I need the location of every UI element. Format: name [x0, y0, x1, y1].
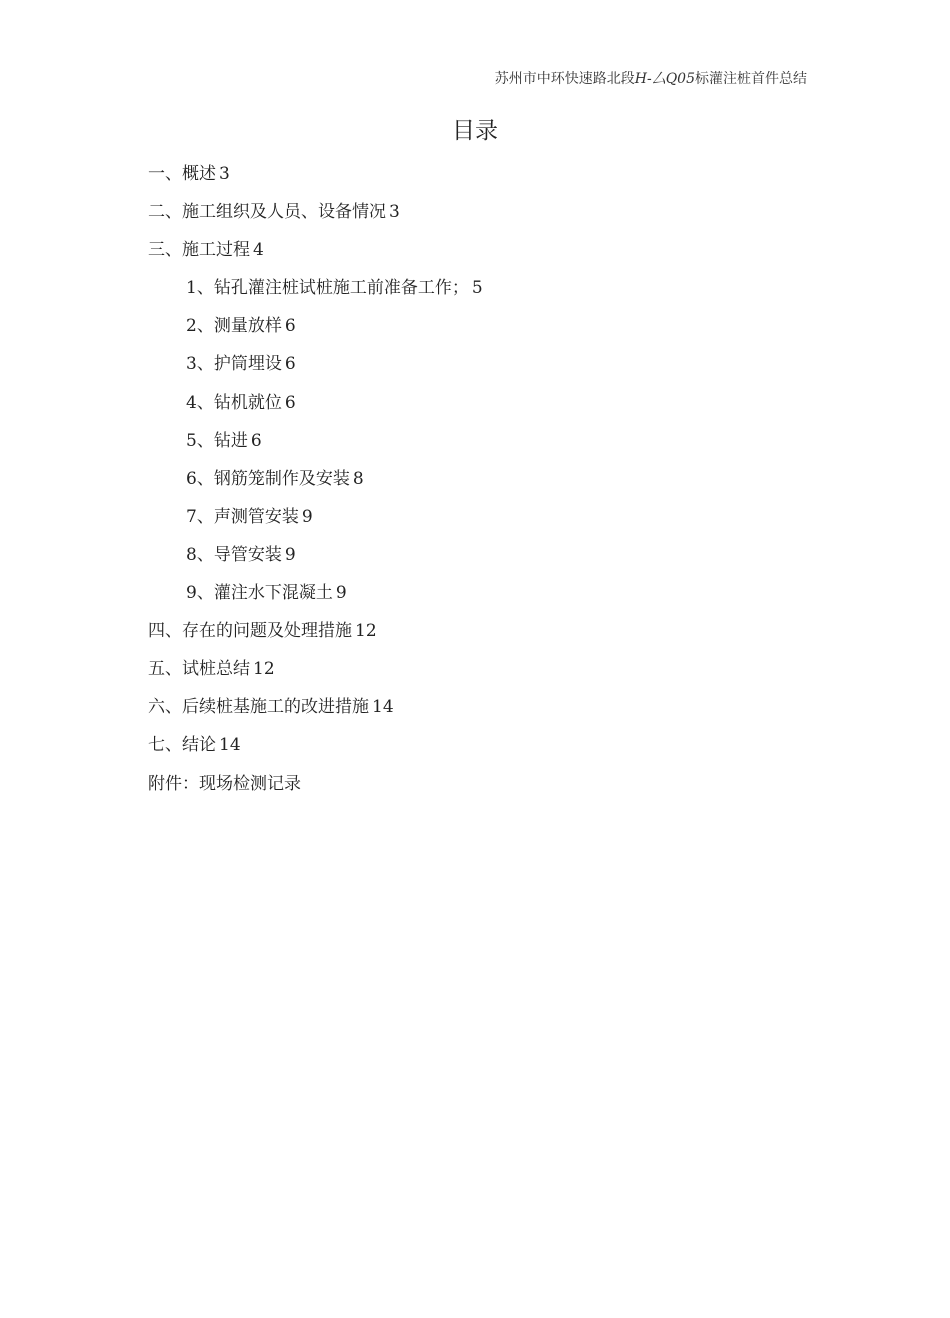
page-header: [495, 68, 807, 88]
toc-page-number: 6: [284, 392, 296, 413]
header-suffix: 标灌注桩首件总结: [695, 71, 807, 87]
toc-page-number: 3: [389, 202, 400, 223]
toc-entry-attachment[interactable]: [148, 771, 483, 809]
toc-subentry[interactable]: [148, 504, 483, 542]
toc-page-number: 6: [284, 354, 296, 375]
toc-page-number: 6: [250, 430, 262, 451]
toc-entry-text: 1、钻孔灌注桩试桩施工前准备工作；: [186, 278, 469, 299]
toc-entry-text: 9、灌注水下混凝土: [186, 583, 333, 604]
toc-entry-text: 2、测量放样: [186, 316, 282, 337]
toc-entry-text: 一、概述: [148, 164, 216, 184]
toc-subentry[interactable]: [148, 390, 483, 428]
toc-entry-text: 三、施工过程: [148, 240, 250, 261]
toc-entry[interactable]: [148, 732, 483, 770]
toc-entry-text: 4、钻机就位: [186, 392, 282, 413]
toc-entry[interactable]: [148, 694, 483, 732]
toc-subentry[interactable]: [148, 351, 483, 389]
toc-entry-text: 8、导管安装: [186, 544, 282, 565]
toc-page-number: 9: [335, 583, 347, 604]
toc-entry-text: 3、护筒埋设: [186, 354, 282, 375]
toc-entry-text: 二、施工组织及人员、设备情况: [148, 202, 386, 223]
toc-subentry[interactable]: [148, 580, 483, 618]
toc-entry-text: 七、结论: [148, 735, 216, 756]
toc-entry[interactable]: [148, 237, 483, 275]
toc-page-number: 5: [471, 278, 483, 299]
toc-entry-text: 附件：现场检测记录: [148, 773, 301, 794]
toc-subentry[interactable]: [148, 313, 483, 351]
header-prefix: 苏州市中环快速路北段: [494, 71, 635, 87]
toc-page-number: 8: [352, 468, 364, 489]
toc-subentry[interactable]: [148, 428, 483, 466]
toc-entry-text: 五、试桩总结: [148, 659, 250, 680]
toc-page-number: 14: [219, 735, 241, 756]
toc-page-number: 12: [355, 621, 377, 642]
toc-page-number: 4: [253, 240, 264, 261]
toc-entry-text: 6、钢筋笼制作及安装: [186, 468, 350, 489]
toc-subentry[interactable]: [148, 466, 483, 504]
toc-subentry[interactable]: [148, 275, 483, 313]
toc-entry[interactable]: [148, 618, 483, 656]
toc-title: 目录: [452, 118, 498, 144]
toc-page-number: 9: [284, 544, 296, 565]
toc-entry-text: 六、后续桩基施工的改进措施: [148, 697, 369, 718]
toc-entry-text: 7、声测管安装: [186, 506, 299, 527]
toc-page-number: 12: [253, 659, 275, 680]
header-code: H-厶Q05: [634, 71, 695, 87]
table-of-contents: [148, 161, 483, 809]
toc-page-number: 14: [372, 697, 394, 718]
toc-entry-text: 四、存在的问题及处理措施: [148, 621, 352, 642]
toc-entry-text: 5、钻进: [186, 430, 248, 451]
toc-page-number: 6: [284, 316, 296, 337]
toc-entry[interactable]: [148, 199, 483, 237]
toc-subentry[interactable]: [148, 542, 483, 580]
toc-page-number: 9: [301, 506, 313, 527]
toc-entry[interactable]: [148, 161, 483, 199]
toc-page-number: 3: [219, 164, 230, 184]
toc-entry[interactable]: [148, 656, 483, 694]
